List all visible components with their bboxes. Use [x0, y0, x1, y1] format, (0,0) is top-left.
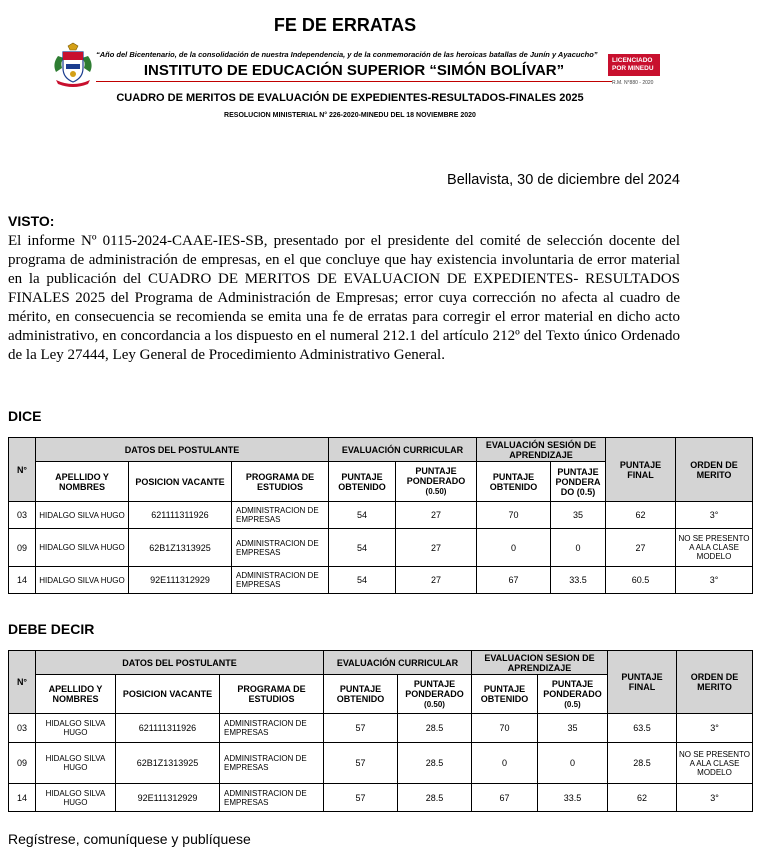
- cell-puntaje-obtenido: 54: [329, 502, 396, 529]
- header-evaluacion-curricular: EVALUACIÓN CURRICULAR: [329, 438, 477, 462]
- cell-sesion-obtenido: 70: [477, 502, 551, 529]
- header-puntaje-obtenido: PUNTAJE OBTENIDO: [329, 462, 396, 502]
- cell-posicion: 621111311926: [129, 502, 232, 529]
- cell-n: 09: [9, 743, 36, 784]
- cell-puntaje-final: 62: [606, 502, 676, 529]
- cell-nombre: HIDALGO SILVA HUGO: [36, 714, 116, 743]
- dice-table: [8, 437, 753, 594]
- cell-orden: 3°: [676, 502, 753, 529]
- header-puntaje-ponderado: PUNTAJE PONDERADO (0.50): [398, 675, 472, 714]
- cell-sesion-obtenido: 67: [477, 567, 551, 594]
- closing-line: Regístrese, comuníquese y publíquese: [8, 831, 251, 847]
- cell-n: 14: [9, 567, 36, 594]
- header-evaluacion-sesion: EVALUACIÓN SESIÓN DE APRENDIZAJE: [477, 438, 606, 462]
- header-apellido-nombres: APELLIDO Y NOMBRES: [36, 462, 129, 502]
- header-programa-estudios: PROGRAMA DE ESTUDIOS: [220, 675, 324, 714]
- cell-programa: ADMINISTRACION DE EMPRESAS: [232, 567, 329, 594]
- cell-sesion-obtenido: 0: [472, 743, 538, 784]
- debe-decir-heading: DEBE DECIR: [8, 621, 95, 637]
- header-sesion-ponderado: PUNTAJE PONDERADO (0.5): [538, 675, 608, 714]
- cell-sesion-ponderado: 33.5: [538, 784, 608, 812]
- cell-posicion: 62B1Z1313925: [129, 529, 232, 567]
- header-programa-estudios: PROGRAMA DE ESTUDIOS: [232, 462, 329, 502]
- cell-programa: ADMINISTRACION DE EMPRESAS: [220, 784, 324, 812]
- cell-orden: 3°: [677, 714, 753, 743]
- cell-puntaje-obtenido: 57: [324, 714, 398, 743]
- header-orden-merito: ORDEN DE MERITO: [676, 438, 753, 502]
- header-n: N°: [9, 651, 36, 714]
- cell-puntaje-obtenido: 54: [329, 529, 396, 567]
- cell-puntaje-obtenido: 57: [324, 784, 398, 812]
- cell-programa: ADMINISTRACION DE EMPRESAS: [220, 714, 324, 743]
- cell-sesion-ponderado: 0: [551, 529, 606, 567]
- cell-sesion-obtenido: 0: [477, 529, 551, 567]
- document-title: FE DE ERRATAS: [273, 15, 417, 35]
- cell-posicion: 92E111312929: [129, 567, 232, 594]
- cell-sesion-ponderado: 33.5: [551, 567, 606, 594]
- header-datos-postulante: DATOS DEL POSTULANTE: [36, 651, 324, 675]
- cell-sesion-obtenido: 70: [472, 714, 538, 743]
- table-row: [9, 784, 753, 812]
- institution-seal-icon: [50, 42, 96, 88]
- cell-posicion: 62B1Z1313925: [116, 743, 220, 784]
- cell-puntaje-final: 63.5: [608, 714, 677, 743]
- cell-puntaje-obtenido: 57: [324, 743, 398, 784]
- header-sesion-ponderado: PUNTAJE PONDERA DO (0.5): [551, 462, 606, 502]
- visto-heading: VISTO:: [8, 213, 55, 229]
- table-row: [9, 714, 753, 743]
- table-row: [9, 529, 753, 567]
- cell-nombre: HIDALGO SILVA HUGO: [36, 743, 116, 784]
- cell-orden: NO SE PRESENTO A ALA CLASE MODELO: [676, 529, 753, 567]
- cell-posicion: 92E111312929: [116, 784, 220, 812]
- cell-sesion-ponderado: 35: [538, 714, 608, 743]
- date-line: Bellavista, 30 de diciembre del 2024: [447, 172, 680, 188]
- cell-sesion-ponderado: 0: [538, 743, 608, 784]
- header-puntaje-obtenido: PUNTAJE OBTENIDO: [324, 675, 398, 714]
- header-posicion-vacante: POSICION VACANTE: [129, 462, 232, 502]
- cell-sesion-ponderado: 35: [551, 502, 606, 529]
- header-evaluacion-curricular: EVALUACIÓN CURRICULAR: [324, 651, 472, 675]
- dice-heading: DICE: [8, 408, 42, 424]
- cell-puntaje-ponderado: 28.5: [398, 714, 472, 743]
- cell-nombre: HIDALGO SILVA HUGO: [36, 502, 129, 529]
- cell-nombre: HIDALGO SILVA HUGO: [36, 784, 116, 812]
- cell-posicion: 621111311926: [116, 714, 220, 743]
- cell-n: 09: [9, 529, 36, 567]
- cell-n: 03: [9, 502, 36, 529]
- cell-puntaje-ponderado: 28.5: [398, 784, 472, 812]
- table-row: [9, 743, 753, 784]
- cell-programa: ADMINISTRACION DE EMPRESAS: [232, 529, 329, 567]
- licensing-badge: LICENCIADO POR MINEDU: [608, 54, 660, 76]
- cell-sesion-obtenido: 67: [472, 784, 538, 812]
- header-sesion-obtenido: PUNTAJE OBTENIDO: [472, 675, 538, 714]
- cell-puntaje-ponderado: 27: [396, 529, 477, 567]
- header-puntaje-final: PUNTAJE FINAL: [608, 651, 677, 714]
- cell-orden: 3°: [677, 784, 753, 812]
- table-row: [9, 567, 753, 594]
- resolution-line: RESOLUCION MINISTERIAL N° 226-2020-MINEDU DEL 18 NOVIEMBRE 2020: [224, 112, 476, 119]
- licensing-badge-caption: R.M. N°880 - 2020: [612, 80, 654, 86]
- header-orden-merito: ORDEN DE MERITO: [677, 651, 753, 714]
- cell-programa: ADMINISTRACION DE EMPRESAS: [232, 502, 329, 529]
- cell-orden: NO SE PRESENTO A ALA CLASE MODELO: [677, 743, 753, 784]
- cell-puntaje-ponderado: 27: [396, 502, 477, 529]
- cell-n: 14: [9, 784, 36, 812]
- cell-puntaje-final: 62: [608, 784, 677, 812]
- cell-puntaje-obtenido: 54: [329, 567, 396, 594]
- header-datos-postulante: DATOS DEL POSTULANTE: [36, 438, 329, 462]
- header-puntaje-final: PUNTAJE FINAL: [606, 438, 676, 502]
- cell-nombre: HIDALGO SILVA HUGO: [36, 567, 129, 594]
- header-evaluacion-sesion: EVALUACION SESION DE APRENDIZAJE: [472, 651, 608, 675]
- cell-puntaje-final: 28.5: [608, 743, 677, 784]
- cell-puntaje-final: 60.5: [606, 567, 676, 594]
- cell-puntaje-ponderado: 27: [396, 567, 477, 594]
- cell-puntaje-final: 27: [606, 529, 676, 567]
- header-puntaje-ponderado: PUNTAJE PONDERADO (0.50): [396, 462, 477, 502]
- cell-orden: 3°: [676, 567, 753, 594]
- motto-line: “Año del Bicentenario, de la consolidación de nuestra Independencia, y de la conmemoración de las heroicas batallas de Junín y Ayacucho”: [96, 50, 598, 59]
- document-subtitle: CUADRO DE MERITOS DE EVALUACIÓN DE EXPEDIENTES-RESULTADOS-FINALES 2025: [116, 92, 584, 104]
- header-n: N°: [9, 438, 36, 502]
- visto-paragraph: El informe Nº 0115-2024-CAAE-IES-SB, presentado por el presidente del comité de selección docente del programa de administración de empresas, en el que concluye que hay existencia involuntaria de error material en la publicación del CUADRO DE MERITOS DE EVALUACION DE EXPEDIENTES- RESULTADOS FINALES 2025 del Programa de Administración de Empresas; error cuya corrección no afecta al cuadro de mérito, en consecuencia se recomienda se emita una fe de erratas para corregir el error material en dicho acto administrativo, en concordancia a los dispuesto en el numeral 212.1 del artículo 212º del Texto único Ordenado de la Ley 27444, Ley General de Procedimiento Administrativo General.: [8, 233, 680, 363]
- cell-nombre: HIDALGO SILVA HUGO: [36, 529, 129, 567]
- header-sesion-obtenido: PUNTAJE OBTENIDO: [477, 462, 551, 502]
- header-apellido-nombres: APELLIDO Y NOMBRES: [36, 675, 116, 714]
- cell-puntaje-ponderado: 28.5: [398, 743, 472, 784]
- cell-n: 03: [9, 714, 36, 743]
- table-row: [9, 502, 753, 529]
- header-divider: [96, 81, 612, 82]
- debe-decir-table: [8, 650, 753, 812]
- cell-programa: ADMINISTRACION DE EMPRESAS: [220, 743, 324, 784]
- institution-name: INSTITUTO DE EDUCACIÓN SUPERIOR “SIMÓN BOLÍVAR”: [143, 62, 565, 79]
- header-posicion-vacante: POSICION VACANTE: [116, 675, 220, 714]
